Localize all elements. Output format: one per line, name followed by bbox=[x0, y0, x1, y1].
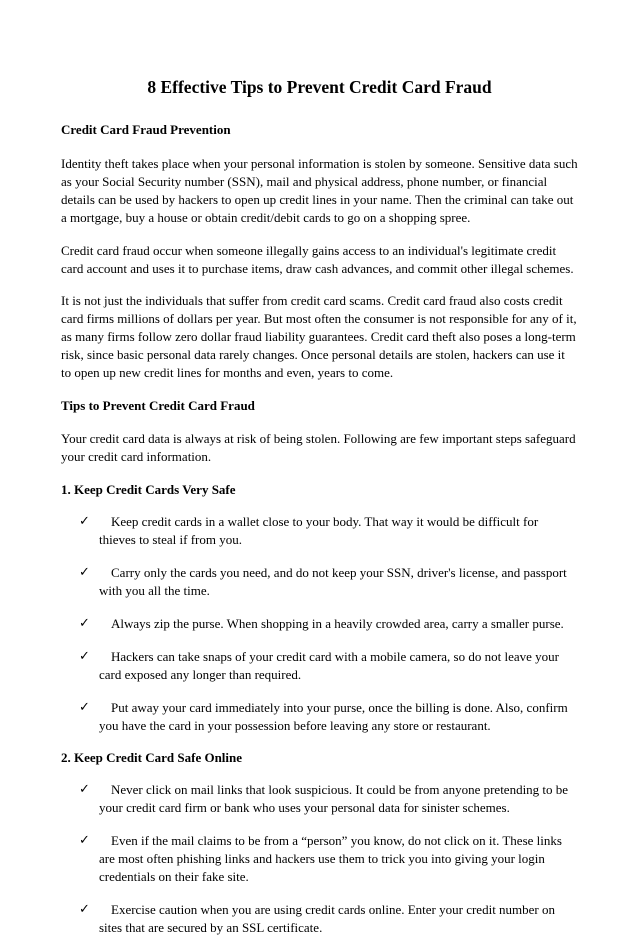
list-item bbox=[61, 615, 578, 633]
check-icon: ✓ bbox=[79, 616, 90, 631]
check-icon: ✓ bbox=[79, 514, 90, 529]
tip-list-2 bbox=[61, 781, 578, 937]
check-icon: ✓ bbox=[79, 700, 90, 715]
list-item bbox=[61, 513, 578, 549]
document-title: 8 Effective Tips to Prevent Credit Card Fraud bbox=[147, 77, 492, 97]
list-item bbox=[61, 781, 578, 817]
paragraph-fraud-definition: Credit card fraud occur when someone illegally gains access to an individual's legitimate credit card account and uses it to purchase items, draw cash advances, and commit other illegal schemes. bbox=[61, 243, 574, 276]
check-icon: ✓ bbox=[79, 649, 90, 664]
tip-list-1 bbox=[61, 513, 578, 735]
check-icon: ✓ bbox=[79, 833, 90, 848]
section-heading-tips: Tips to Prevent Credit Card Fraud bbox=[61, 398, 255, 413]
list-item bbox=[61, 832, 578, 886]
list-item-text: Put away your card immediately into your purse, once the billing is done. Also, confirm you have the card in your possession before leaving any store or restaurant. bbox=[99, 700, 568, 733]
check-icon: ✓ bbox=[79, 902, 90, 917]
section-heading-prevention: Credit Card Fraud Prevention bbox=[61, 122, 231, 137]
list-item-text: Keep credit cards in a wallet close to your body. That way it would be difficult for thieves to steal if from you. bbox=[99, 514, 539, 547]
paragraph-tips-intro: Your credit card data is always at risk of being stolen. Following are few important steps safeguard your credit card information. bbox=[61, 431, 576, 464]
check-icon: ✓ bbox=[79, 782, 90, 797]
list-item-text: Exercise caution when you are using credit cards online. Enter your credit number on sites that are secured by an SSL certificate. bbox=[99, 902, 556, 935]
tip-heading-1: 1. Keep Credit Cards Very Safe bbox=[61, 482, 236, 497]
list-item-text: Always zip the purse. When shopping in a heavily crowded area, carry a smaller purse. bbox=[111, 616, 564, 631]
list-item bbox=[61, 901, 578, 937]
list-item bbox=[61, 648, 578, 684]
list-item bbox=[61, 699, 578, 735]
list-item-text: Hackers can take snaps of your credit card with a mobile camera, so do not leave your card exposed any longer than required. bbox=[99, 649, 559, 682]
check-icon: ✓ bbox=[79, 565, 90, 580]
list-item bbox=[61, 564, 578, 600]
tip-heading-2: 2. Keep Credit Card Safe Online bbox=[61, 750, 243, 765]
list-item-text: Carry only the cards you need, and do not keep your SSN, driver's license, and passport with you all the time. bbox=[99, 565, 567, 598]
paragraph-identity-theft: Identity theft takes place when your personal information is stolen by someone. Sensitive data such as your Social Security number (SSN), mail and physical address, phone number, or financial details can be used by hackers to open up credit lines in your name. Then the criminal can take out a mortgage, buy a house or obtain credit/debit cards to go on a shopping spree. bbox=[61, 156, 578, 225]
paragraph-costs: It is not just the individuals that suffer from credit card scams. Credit card fraud also costs credit card firms millions of dollars per year. But most often the consumer is not responsible for any of it, as many firms follow zero dollar fraud liability guarantees. Credit card theft also poses a long-term risk, since basic personal data rarely changes. Once personal details are stolen, hackers can use it to open up new credit lines for months and even, years to come. bbox=[61, 293, 577, 380]
list-item-text: Even if the mail claims to be from a “person” you know, do not click on it. These links are most often phishing links and hackers use them to trick you into giving your login credentials on their fake site. bbox=[99, 833, 562, 884]
list-item-text: Never click on mail links that look suspicious. It could be from anyone pretending to be your credit card firm or bank who uses your personal data for sinister schemes. bbox=[99, 782, 569, 815]
